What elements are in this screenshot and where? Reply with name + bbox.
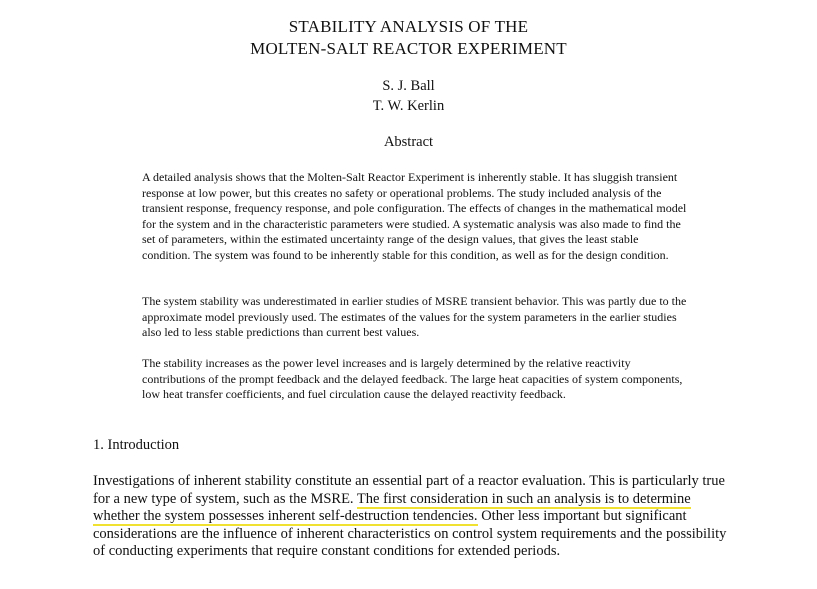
introduction-paragraph [93, 473, 733, 561]
abstract-paragraph-2: The system stability was underestimated in earlier studies of MSRE transient behavior. This was partly due to the approximate model previously used. The estimates of the values for the system parameters in the earlier studies also led to less stable predictions than current best values. [142, 294, 687, 340]
highlighted-text: The first consideration in such an analysis is to determine whether the system possesses inherent self-destruction tendencies. [93, 490, 691, 525]
abstract-paragraph-3: The stability increases as the power level increases and is largely determined by the relative reactivity contributions of the prompt feedback and the delayed feedback. The large heat capacities of system components, low heat transfer coefficients, and fuel circulation cause the delayed reactivity feedback. [142, 356, 683, 402]
author-2: T. W. Kerlin [372, 98, 445, 114]
section-heading-introduction: 1. Introduction [93, 437, 180, 453]
intro-text-after: Other less important but significant considerations are the influence of inherent characteristics on control system requirements and the possibility of conducting experiments that require constant conditions for extended periods. [93, 508, 727, 560]
paper-title-line-1: STABILITY ANALYSIS OF THE [288, 17, 529, 36]
abstract-paragraph-1: A detailed analysis shows that the Molten-Salt Reactor Experiment is inherently stable. It has sluggish transient response at low power, but this creates no safety or operational problems. The study included analysis of the transient response, frequency response, and pole configuration. The effects of changes in the mathematical model for the system and in the characteristic parameters were studied. A systematic analysis was also made to find the set of parameters, within the estimated uncertainty range of the design values, that gives the least stable condition. The system was found to be inherently stable for this condition, as well as for the design condition. [142, 170, 687, 262]
abstract-heading: Abstract [383, 134, 434, 150]
intro-text-before: Investigations of inherent stability constitute an essential part of a reactor evaluation. This is particularly true for a new type of system, such as the MSRE. [93, 473, 725, 507]
paper-title-line-2: MOLTEN-SALT REACTOR EXPERIMENT [250, 39, 567, 58]
author-1: S. J. Ball [382, 78, 435, 94]
